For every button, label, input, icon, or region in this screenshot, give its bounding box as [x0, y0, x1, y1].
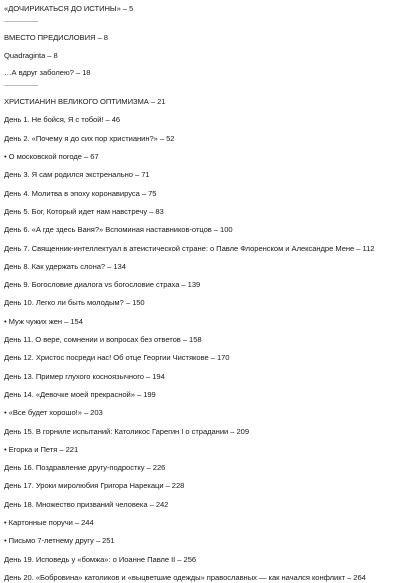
- toc-entry[interactable]: Quadraginta – 8: [4, 50, 58, 60]
- line-spacer: [4, 162, 398, 169]
- line-spacer: [4, 382, 398, 389]
- line-spacer: [4, 492, 398, 499]
- toc-entry[interactable]: День 11. О вере, сомнении и вопросах без ответов – 158: [4, 335, 202, 345]
- line-spacer: [4, 327, 398, 334]
- toc-group-epigraph: [4, 3, 398, 14]
- line-spacer: [4, 290, 398, 297]
- toc-entry[interactable]: День 13. Пример глухого косноязычного – 194: [4, 371, 165, 381]
- line-spacer: [4, 565, 398, 572]
- toc-entry[interactable]: День 20. «Бобровина» католиков и «выцветшие одежды» православных — как начался конфликт – 264: [4, 572, 366, 582]
- line-spacer: [4, 107, 398, 114]
- line-spacer: [4, 254, 398, 261]
- toc-group-main: [4, 96, 398, 583]
- line-spacer: [4, 419, 398, 426]
- toc-entry[interactable]: …А вдруг заболею? – 18: [4, 67, 91, 77]
- line-spacer: [4, 528, 398, 535]
- toc-entry[interactable]: День 6. «А где здесь Ваня?» Вспоминая наставников-отцов – 100: [4, 225, 233, 235]
- toc-entry[interactable]: День 14. «Девочке моей прекрасной» – 199: [4, 389, 156, 399]
- line-spacer: [4, 144, 398, 151]
- line-spacer: [4, 345, 398, 352]
- line-spacer: [4, 455, 398, 462]
- line-spacer: [4, 126, 398, 133]
- toc-entry[interactable]: День 12. Христос посреди нас! Об отце Георгии Чистякове – 170: [4, 353, 230, 363]
- toc-entry[interactable]: День 8. Как удержать слона? – 134: [4, 261, 126, 271]
- section-divider: [4, 21, 38, 22]
- line-spacer: [4, 272, 398, 279]
- line-spacer: [4, 364, 398, 371]
- toc-entry[interactable]: День 5. Бог, Который идет нам навстречу – 83: [4, 206, 164, 216]
- line-spacer: [4, 437, 398, 444]
- toc-entry[interactable]: • Муж чужих жен – 154: [4, 316, 83, 326]
- line-spacer: [4, 199, 398, 206]
- line-spacer: [4, 547, 398, 554]
- toc-entry[interactable]: • О московской погоде – 67: [4, 152, 99, 162]
- toc-entry[interactable]: День 9. Богословие диалога vs богословие страха – 139: [4, 280, 201, 290]
- toc-entry[interactable]: День 15. В горниле испытаний: Католикос Гарегин I о страдании – 209: [4, 426, 250, 436]
- toc-entry[interactable]: День 17. Уроки миролюбия Григора Нарекаци – 228: [4, 481, 185, 491]
- toc-group-preface: [4, 32, 398, 78]
- toc-entry[interactable]: «ДОЧИРИКАТЬСЯ ДО ИСТИНЫ» – 5: [4, 4, 134, 13]
- line-spacer: [4, 217, 398, 224]
- toc-entry[interactable]: День 4. Молитва в эпоху коронавируса – 75: [4, 188, 157, 198]
- toc-entry[interactable]: • Письмо 7-летнему другу – 251: [4, 536, 115, 546]
- toc-entry[interactable]: День 10. Легко ли быть молодым? – 150: [4, 298, 145, 308]
- line-spacer: [4, 510, 398, 517]
- section-divider: [4, 85, 38, 86]
- toc-entry[interactable]: День 19. Исповедь у «бомжа»: о Иоанне Павле II – 256: [4, 554, 197, 564]
- toc-entry[interactable]: День 16. Поздравление другу-подростку – 226: [4, 463, 166, 473]
- line-spacer: [4, 181, 398, 188]
- toc-entry[interactable]: • Картонные поручи – 244: [4, 518, 94, 528]
- toc-entry[interactable]: ВМЕСТО ПРЕДИСЛОВИЯ – 8: [4, 33, 108, 43]
- toc-entry[interactable]: День 7. Священник-интеллектуал в атеистической стране: о Павле Флоренском и Александре Мене – 112: [4, 243, 375, 253]
- line-spacer: [4, 309, 398, 316]
- toc-entry[interactable]: День 18. Множество призваний человека – 242: [4, 499, 169, 509]
- toc-entry[interactable]: • «Все будет хорошо!» – 203: [4, 408, 103, 418]
- toc-entry[interactable]: День 1. Не бойся, Я с тобой! – 46: [4, 115, 121, 125]
- line-spacer: [4, 473, 398, 480]
- line-spacer: [4, 236, 398, 243]
- toc-entry[interactable]: День 2. «Почему я до сих пор христианин?» – 52: [4, 133, 175, 143]
- table-of-contents: [4, 3, 398, 583]
- toc-entry[interactable]: • Егорка и Петя – 221: [4, 444, 79, 454]
- toc-entry[interactable]: ХРИСТИАНИН ВЕЛИКОГО ОПТИМИЗМА – 21: [4, 97, 166, 107]
- toc-entry[interactable]: День 3. Я сам родился экстренально – 71: [4, 170, 150, 180]
- line-spacer: [4, 400, 398, 407]
